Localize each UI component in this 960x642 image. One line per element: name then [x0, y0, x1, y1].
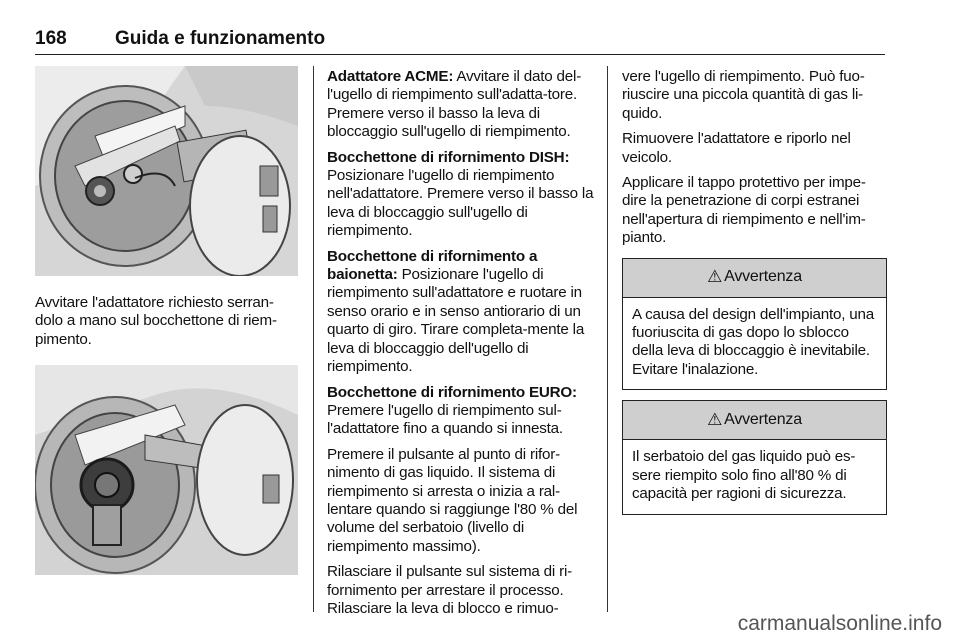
- page-number: 168: [35, 28, 67, 49]
- release-button-paragraph: Rilasciare il pulsante sul sistema di ri-fornimento per arrestare il processo. Rilasciare la leva di blocco e rimuo-: [327, 563, 573, 617]
- column-right: [622, 68, 887, 525]
- warning-triangle-icon: ⚠: [707, 410, 723, 430]
- euro-paragraph: [327, 384, 595, 439]
- page-header: [35, 28, 885, 55]
- continued-paragraph: vere l'ugello di riempimento. Può fuo-riuscire una piccola quantità di gas li-quido.: [622, 68, 865, 122]
- warning-text: A causa del design dell'impianto, una fuoriuscita di gas dopo lo sblocco della leva di bloccaggio è inevitabile. Evitare l'inalazione.: [632, 305, 875, 378]
- photo-caption: Avvitare l'adattatore richiesto serran-dolo a mano sul bocchettone di riem-pimento.: [35, 294, 277, 348]
- warning-box: [622, 400, 887, 514]
- column-left: [35, 66, 298, 575]
- warning-header: [623, 259, 886, 298]
- warning-text: Il serbatoio del gas liquido può es-sere riempito solo fino all'80 % di capacità per ragioni di sicurezza.: [632, 448, 856, 503]
- bayonet-text: Posizionare l'ugello di riempimento sull'adattatore e ruotare in senso orario e in senso antiorario di un quarto di giro. Tirare completa-mente la leva di bloccaggio dell'ugello di riempimento.: [327, 266, 585, 376]
- bayonet-paragraph: [327, 248, 595, 377]
- acme-adapter-paragraph: [327, 68, 595, 142]
- chapter-title: Guida e funzionamento: [115, 28, 326, 49]
- fuel-filler-photo-adapter: [35, 66, 298, 276]
- dish-term: Bocchettone di rifornimento DISH:: [327, 148, 570, 166]
- column-divider: [607, 66, 608, 612]
- protective-cap-paragraph: Applicare il tappo protettivo per impe-dire la penetrazione di corpi estranei nell'apertura di riempimento e nell'im-pianto.: [622, 174, 866, 247]
- remove-adapter-paragraph: Rimuovere l'adattatore e riporlo nel veicolo.: [622, 130, 851, 166]
- dish-paragraph: [327, 149, 595, 241]
- euro-term: Bocchettone di rifornimento EURO:: [327, 383, 577, 401]
- dish-text: Posizionare l'ugello di riempimento nell'adattatore. Premere verso il basso la leva di bloccaggio sull'ugello di riempimento.: [327, 167, 594, 240]
- warning-header: [623, 401, 886, 440]
- euro-text: Premere l'ugello di riempimento sul-l'adattatore fino a quando si innesta.: [327, 401, 563, 438]
- warning-triangle-icon: ⚠: [707, 267, 723, 287]
- fuel-filler-photo-nozzle: [35, 365, 298, 575]
- warning-box: [622, 258, 887, 391]
- warning-title: Avvertenza: [724, 411, 802, 429]
- column-middle: [327, 68, 595, 625]
- warning-title: Avvertenza: [724, 268, 802, 286]
- column-divider: [313, 66, 314, 612]
- bayonet-term: Bocchettone di rifornimento a baionetta:: [327, 247, 538, 284]
- watermark: carmanualsonline.info: [737, 612, 942, 635]
- press-button-paragraph: Premere il pulsante al punto di rifor-nimento di gas liquido. Il sistema di riempimento si arresta o inizia a ral-lentare quando si raggiunge l'80 % del volume del serbatoio (livello di riempimento massimo).: [327, 445, 578, 555]
- acme-text: Avvitare il dato del-l'ugello di riempimento sull'adatta-tore. Premere verso il basso la leva di bloccaggio sull'ugello di riempimento.: [327, 68, 582, 141]
- acme-term: Adattatore ACME:: [327, 68, 454, 85]
